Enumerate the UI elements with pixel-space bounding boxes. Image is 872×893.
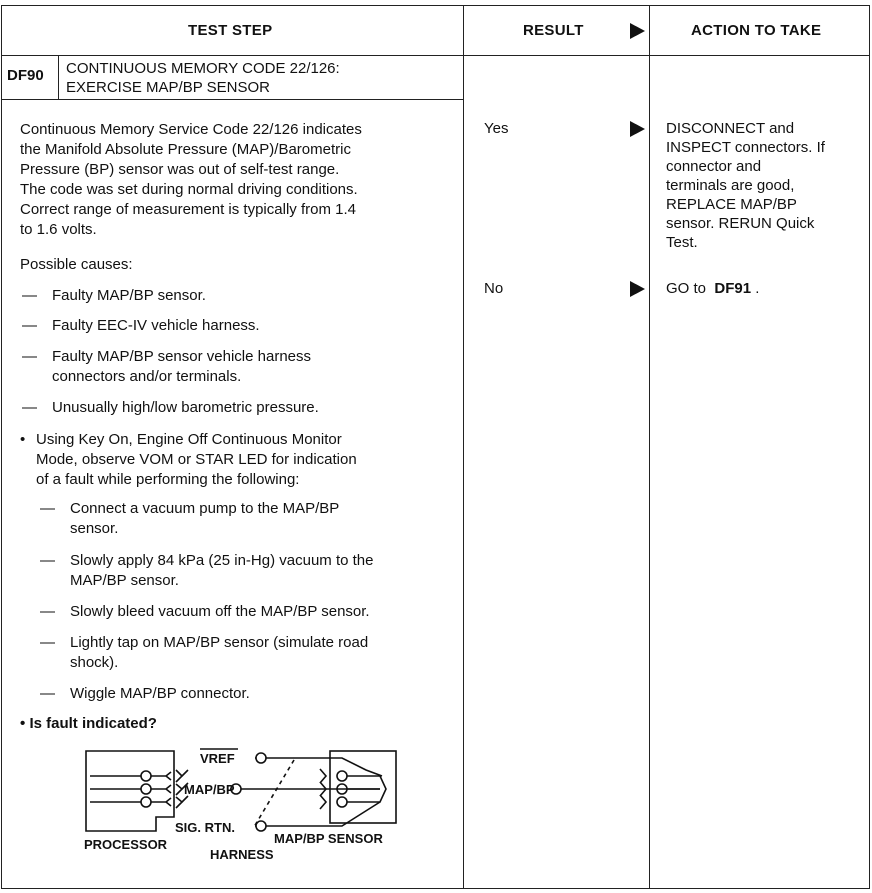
action-line: sensor. RERUN Quick xyxy=(666,215,815,232)
procedure-line: of a fault while performing the following: xyxy=(36,471,300,488)
procedure-step-continued: shock). xyxy=(70,654,119,671)
action-yes xyxy=(666,119,861,252)
description-line: the Manifold Absolute Pressure (MAP)/Barometric xyxy=(20,141,351,158)
wiring-diagram xyxy=(80,745,410,865)
step-title-line1: CONTINUOUS MEMORY CODE 22/126: xyxy=(66,60,340,77)
description-line: The code was set during normal driving conditions. xyxy=(20,181,358,198)
action-line: terminals are good, xyxy=(666,177,795,194)
action-line: connector and xyxy=(666,158,762,175)
procedure-step: — Lightly tap on MAP/BP sensor (simulate road xyxy=(40,634,369,651)
result-no-arrow-icon xyxy=(630,281,645,297)
action-no: GO to DF91 . xyxy=(666,280,760,297)
cause-item: — Unusually high/low barometric pressure. xyxy=(22,399,319,416)
causes-heading: Possible causes: xyxy=(20,256,133,273)
procedure-line: Using Key On, Engine Off Continuous Monitor xyxy=(36,431,342,448)
label-processor: PROCESSOR xyxy=(84,837,168,852)
result-yes: Yes xyxy=(484,120,509,137)
action-line: DISCONNECT and xyxy=(666,120,795,137)
procedure-step: — Wiggle MAP/BP connector. xyxy=(40,685,250,702)
column-divider-action xyxy=(649,5,650,889)
cause-item: — Faulty MAP/BP sensor. xyxy=(22,287,206,304)
label-map-bp: MAP/BP xyxy=(184,782,235,797)
label-vref: VREF xyxy=(200,751,235,766)
procedure-step: — Slowly bleed vacuum off the MAP/BP sensor. xyxy=(40,603,370,620)
step-code: DF90 xyxy=(7,67,44,84)
procedure-step: — Connect a vacuum pump to the MAP/BP xyxy=(40,500,340,517)
procedure-text xyxy=(36,430,446,490)
description-line: to 1.6 volts. xyxy=(20,221,97,238)
header-action: ACTION TO TAKE xyxy=(691,22,822,39)
step-title-line2: EXERCISE MAP/BP SENSOR xyxy=(66,79,270,96)
question: • Is fault indicated? xyxy=(20,715,157,732)
description-line: Continuous Memory Service Code 22/126 indicates xyxy=(20,121,362,138)
cause-item: — Faulty MAP/BP sensor vehicle harness xyxy=(22,348,312,365)
label-harness: HARNESS xyxy=(210,847,274,862)
label-sensor: MAP/BP SENSOR xyxy=(274,831,383,846)
procedure-step: — Slowly apply 84 kPa (25 in-Hg) vacuum to the xyxy=(40,552,374,569)
header-test-step: TEST STEP xyxy=(188,22,273,39)
description-line: Pressure (BP) sensor was out of self-test range. xyxy=(20,161,340,178)
column-divider-result xyxy=(463,5,464,889)
header-arrow-icon xyxy=(630,23,645,39)
result-yes-arrow-icon xyxy=(630,121,645,137)
cause-item: — Faulty EEC-IV vehicle harness. xyxy=(22,317,260,334)
result-no: No xyxy=(484,280,504,297)
procedure-step-continued: MAP/BP sensor. xyxy=(70,572,179,589)
processor-box xyxy=(86,751,174,831)
procedure-bullet: • xyxy=(20,431,26,448)
description-line: Correct range of measurement is typically from 1.4 xyxy=(20,201,356,218)
procedure-step-continued: sensor. xyxy=(70,520,119,537)
action-line: INSPECT connectors. If xyxy=(666,139,825,156)
procedure-line: Mode, observe VOM or STAR LED for indication xyxy=(36,451,357,468)
header-result: RESULT xyxy=(523,22,584,39)
action-line: Test. xyxy=(666,234,698,251)
cause-item-continued: connectors and/or terminals. xyxy=(52,368,242,385)
action-line: REPLACE MAP/BP xyxy=(666,196,797,213)
description xyxy=(20,120,440,240)
label-sig-rtn: SIG. RTN. xyxy=(175,820,235,835)
df91-link[interactable]: DF91 xyxy=(714,280,752,297)
